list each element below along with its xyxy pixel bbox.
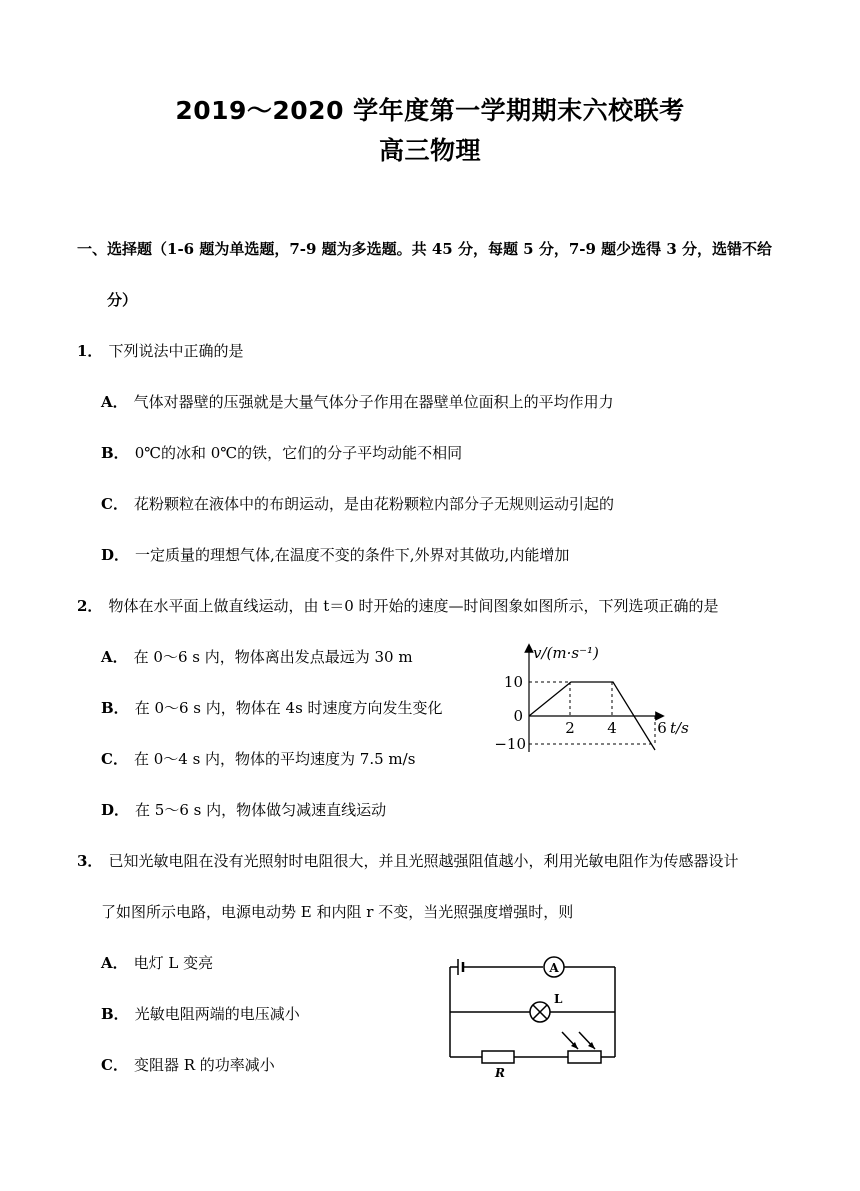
- lamp-label: L: [554, 992, 563, 1006]
- q2-option-c: [101, 749, 415, 769]
- question-stem: 已知光敏电阻在没有光照射时电阻很大，并且光照越强阻值越小，利用光敏电阻作为传感器设计: [108, 852, 739, 870]
- question-3: [77, 851, 738, 871]
- question-3-continued: 了如图所示电路，电源电动势 E 和内阻 r 不变，当光照强度增强时，则: [101, 903, 574, 921]
- y-tick-label: 0: [513, 707, 523, 725]
- option-label: B．: [101, 1005, 129, 1023]
- question-number: 3．: [77, 852, 103, 870]
- option-text: 在 0～6 s 内，物体离出发点最远为 30 m: [133, 648, 413, 666]
- x-axis-label: t/s: [670, 719, 689, 737]
- question-stem: 下列说法中正确的是: [108, 342, 244, 360]
- question-2: [77, 596, 719, 616]
- velocity-time-graph: [490, 640, 710, 755]
- section-heading: 一、选择题（1-6 题为单选题，7-9 题为多选题。共 45 分，每题 5 分，7-9 题少选得 3 分，选错不给: [77, 240, 773, 258]
- q1-option-c: [101, 494, 614, 514]
- y-tick-label: −10: [494, 735, 526, 753]
- option-text: 在 5～6 s 内，物体做匀减速直线运动: [135, 801, 387, 819]
- question-1: [77, 341, 243, 361]
- ammeter-label: A: [549, 961, 559, 975]
- q1-option-d: [101, 545, 569, 565]
- option-label: B．: [101, 444, 129, 462]
- question-number: 1．: [77, 342, 103, 360]
- option-text: 变阻器 R 的功率减小: [133, 1056, 275, 1074]
- q2-option-b: [101, 698, 443, 718]
- option-label: C．: [101, 750, 128, 768]
- option-text: 0℃的冰和 0℃的铁，它们的分子平均动能不相同: [134, 444, 463, 462]
- page-title: 2019～2020 学年度第一学期期末六校联考: [175, 96, 685, 125]
- question-number: 2．: [77, 597, 103, 615]
- q2-option-a: [101, 647, 413, 667]
- q1-option-b: [101, 443, 462, 463]
- circuit-diagram: [440, 950, 630, 1080]
- option-label: B．: [101, 699, 129, 717]
- section-heading-continued: 分）: [107, 291, 138, 309]
- photoresistor-icon: [568, 1051, 601, 1063]
- option-label: A．: [101, 393, 128, 411]
- x-tick-label: 6: [657, 719, 667, 737]
- option-label: D．: [101, 546, 130, 564]
- option-label: C．: [101, 1056, 128, 1074]
- q2-option-d: [101, 800, 386, 820]
- option-label: A．: [101, 954, 128, 972]
- page-subtitle: 高三物理: [378, 136, 481, 165]
- y-axis-label: v/(m·s⁻¹): [533, 644, 599, 662]
- resistor-r-icon: [482, 1051, 514, 1063]
- option-label: A．: [101, 648, 128, 666]
- option-text: 在 0～6 s 内，物体在 4s 时速度方向发生变化: [134, 699, 443, 717]
- option-text: 气体对器壁的压强就是大量气体分子作用在器壁单位面积上的平均作用力: [133, 393, 614, 411]
- option-text: 在 0～4 s 内，物体的平均速度为 7.5 m/s: [133, 750, 416, 768]
- option-label: C．: [101, 495, 128, 513]
- question-stem: 物体在水平面上做直线运动，由 t＝0 时开始的速度—时间图象如图所示，下列选项正确的是: [108, 597, 719, 615]
- x-tick-label: 2: [565, 719, 575, 737]
- option-text: 电灯 L 变亮: [133, 954, 214, 972]
- resistor-label: R: [495, 1066, 505, 1080]
- q3-option-a: [101, 953, 213, 973]
- option-label: D．: [101, 801, 130, 819]
- y-tick-label: 10: [503, 673, 523, 691]
- option-text: 花粉颗粒在液体中的布朗运动，是由花粉颗粒内部分子无规则运动引起的: [133, 495, 614, 513]
- x-tick-label: 4: [607, 719, 617, 737]
- q3-option-b: [101, 1004, 300, 1024]
- option-text: 光敏电阻两端的电压减小: [134, 1005, 300, 1023]
- q1-option-a: [101, 392, 614, 412]
- q3-option-c: [101, 1055, 275, 1075]
- option-text: 一定质量的理想气体,在温度不变的条件下,外界对其做功,内能增加: [135, 546, 570, 564]
